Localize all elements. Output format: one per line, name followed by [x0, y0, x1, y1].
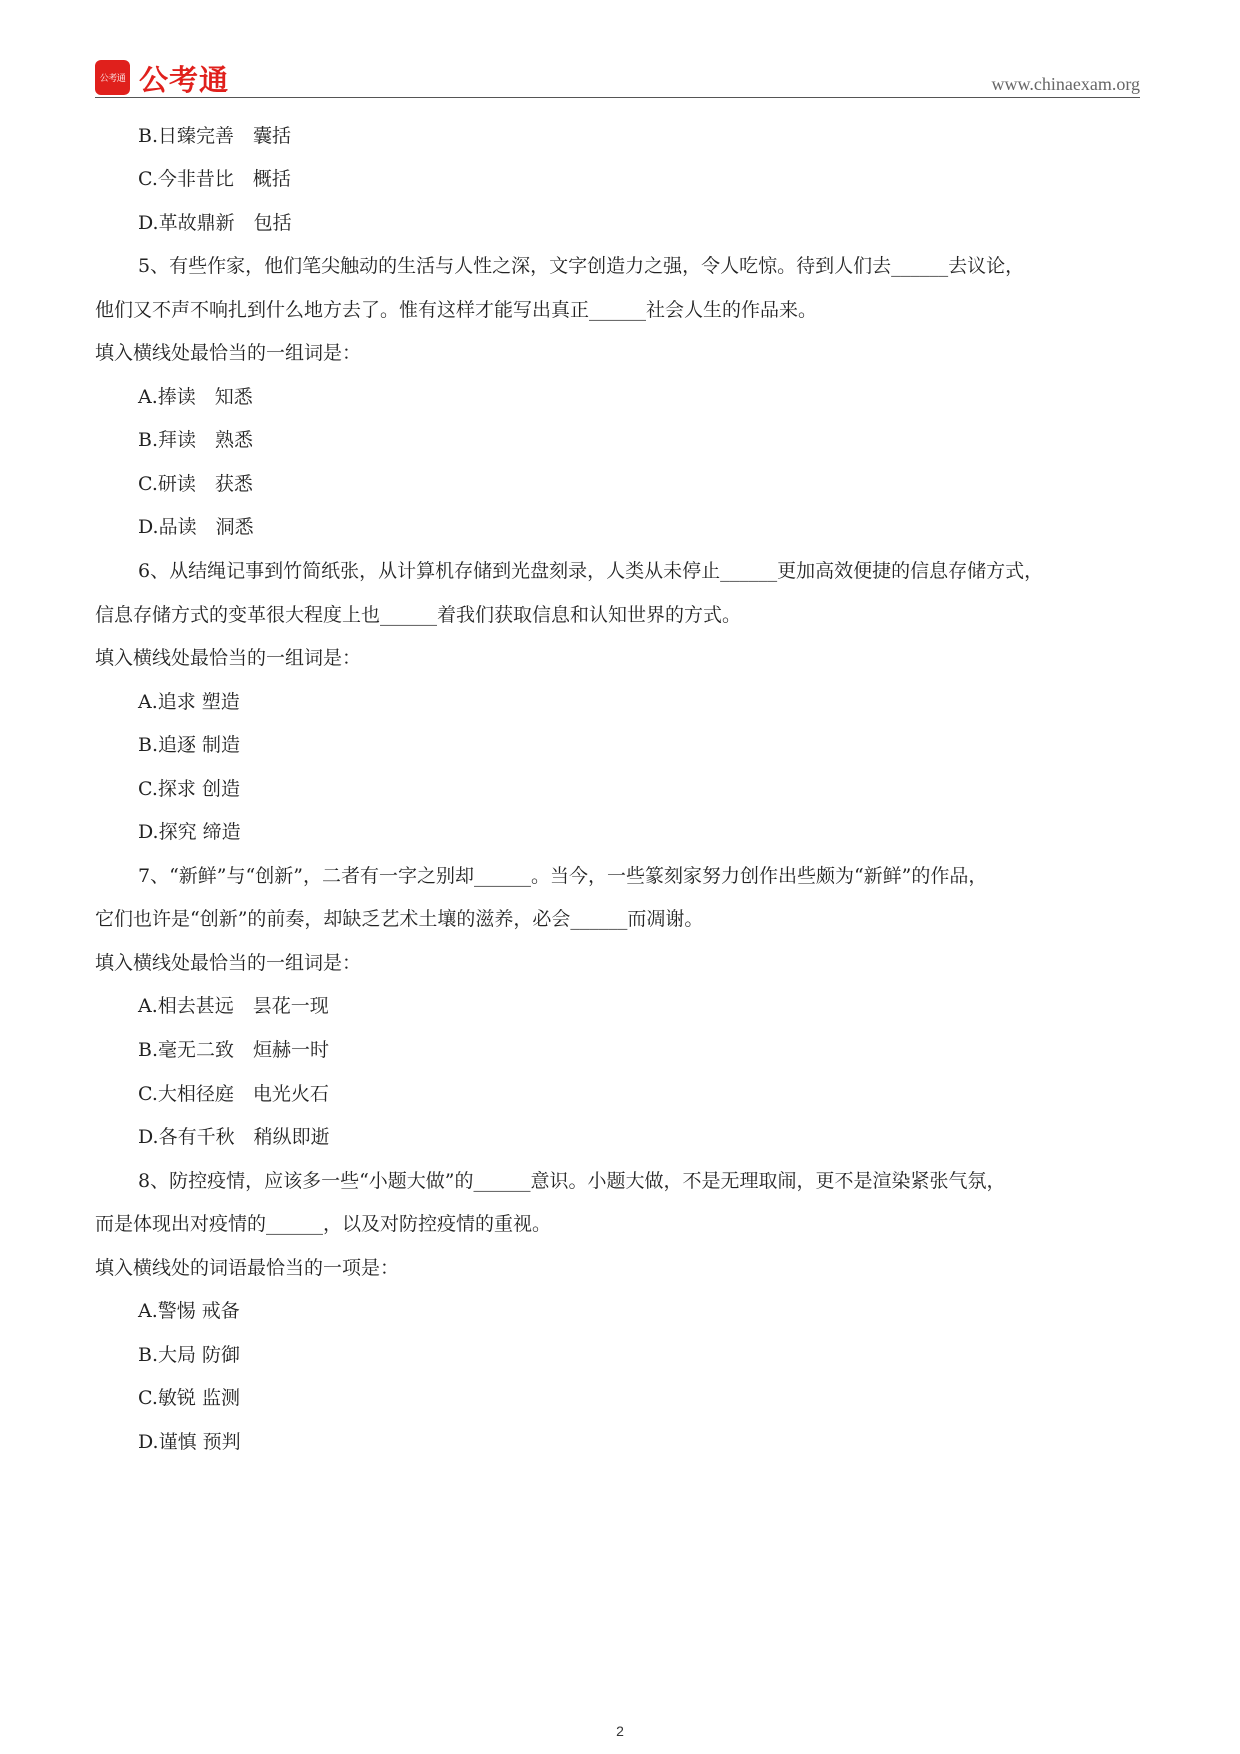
- logo-badge-text: 公考通: [99, 74, 126, 84]
- question-6-option-a: A.追求 塑造: [138, 691, 240, 713]
- question-6-stem: 6、从结绳记事到竹简纸张，从计算机存储到光盘刻录，人类从未停止______更加高效便捷的信息存储方式，: [138, 560, 1044, 582]
- question-5-stem-cont: 他们又不声不响扎到什么地方去了。惟有这样才能写出真正______社会人生的作品来。: [95, 299, 818, 321]
- site-url[interactable]: www.chinaexam.org: [991, 74, 1140, 94]
- question-5-option-b: B.拜读 熟悉: [138, 429, 254, 451]
- question-8-option-c: C.敏锐 监测: [138, 1387, 240, 1409]
- question-8-option-a: A.警惕 戒备: [138, 1300, 240, 1322]
- option: D.革故鼎新 包括: [138, 212, 292, 234]
- question-5-option-d: D.品读 洞悉: [138, 516, 254, 538]
- question-8-prompt: 填入横线处的词语最恰当的一项是：: [95, 1257, 400, 1279]
- question-6-option-b: B.追逐 制造: [138, 734, 241, 756]
- question-5-prompt: 填入横线处最恰当的一组词是：: [95, 342, 362, 364]
- question-7-stem: 7、“新鲜”与“创新”，二者有一字之别却______。当今，一些篆刻家努力创作出些颇为“新鲜”的作品，: [138, 865, 988, 887]
- option: C.今非昔比 概括: [138, 168, 291, 190]
- question-8-option-b: B.大局 防御: [138, 1344, 241, 1366]
- question-8-stem: 8、防控疫情，应该多一些“小题大做”的______意识。小题大做，不是无理取闹，更不是渲染紧张气氛，: [138, 1170, 1006, 1192]
- logo-text: 公考通: [139, 63, 230, 97]
- question-6-option-c: C.探求 创造: [138, 778, 240, 800]
- question-8-option-d: D.谨慎 预判: [138, 1431, 241, 1453]
- question-8-stem-cont: 而是体现出对疫情的______，以及对防控疫情的重视。: [95, 1213, 552, 1235]
- question-7-option-a: A.相去甚远 昙花一现: [138, 995, 329, 1017]
- page-number: 2: [616, 1723, 624, 1739]
- question-7-stem-cont: 它们也许是“创新”的前奏，却缺乏艺术土壤的滋养，必会______而凋谢。: [95, 908, 704, 930]
- question-5-stem: 5、有些作家，他们笔尖触动的生活与人性之深，文字创造力之强，令人吃惊。待到人们去______去议论，: [138, 255, 1025, 277]
- question-5-option-c: C.研读 获悉: [138, 473, 253, 495]
- logo-icon: [95, 60, 130, 95]
- option: B.日臻完善 囊括: [138, 125, 292, 147]
- question-5-option-a: A.捧读 知悉: [138, 386, 253, 408]
- question-7-prompt: 填入横线处最恰当的一组词是：: [95, 952, 362, 974]
- question-6-prompt: 填入横线处最恰当的一组词是：: [95, 647, 362, 669]
- question-7-option-c: C.大相径庭 电光火石: [138, 1083, 329, 1105]
- question-6-option-d: D.探究 缔造: [138, 821, 241, 843]
- page-header: [95, 54, 1140, 98]
- question-7-option-b: B.毫无二致 烜赫一时: [138, 1039, 330, 1061]
- question-7-option-d: D.各有千秋 稍纵即逝: [138, 1126, 330, 1148]
- question-6-stem-cont: 信息存储方式的变革很大程度上也______着我们获取信息和认知世界的方式。: [95, 604, 742, 626]
- header-divider: [95, 97, 1140, 98]
